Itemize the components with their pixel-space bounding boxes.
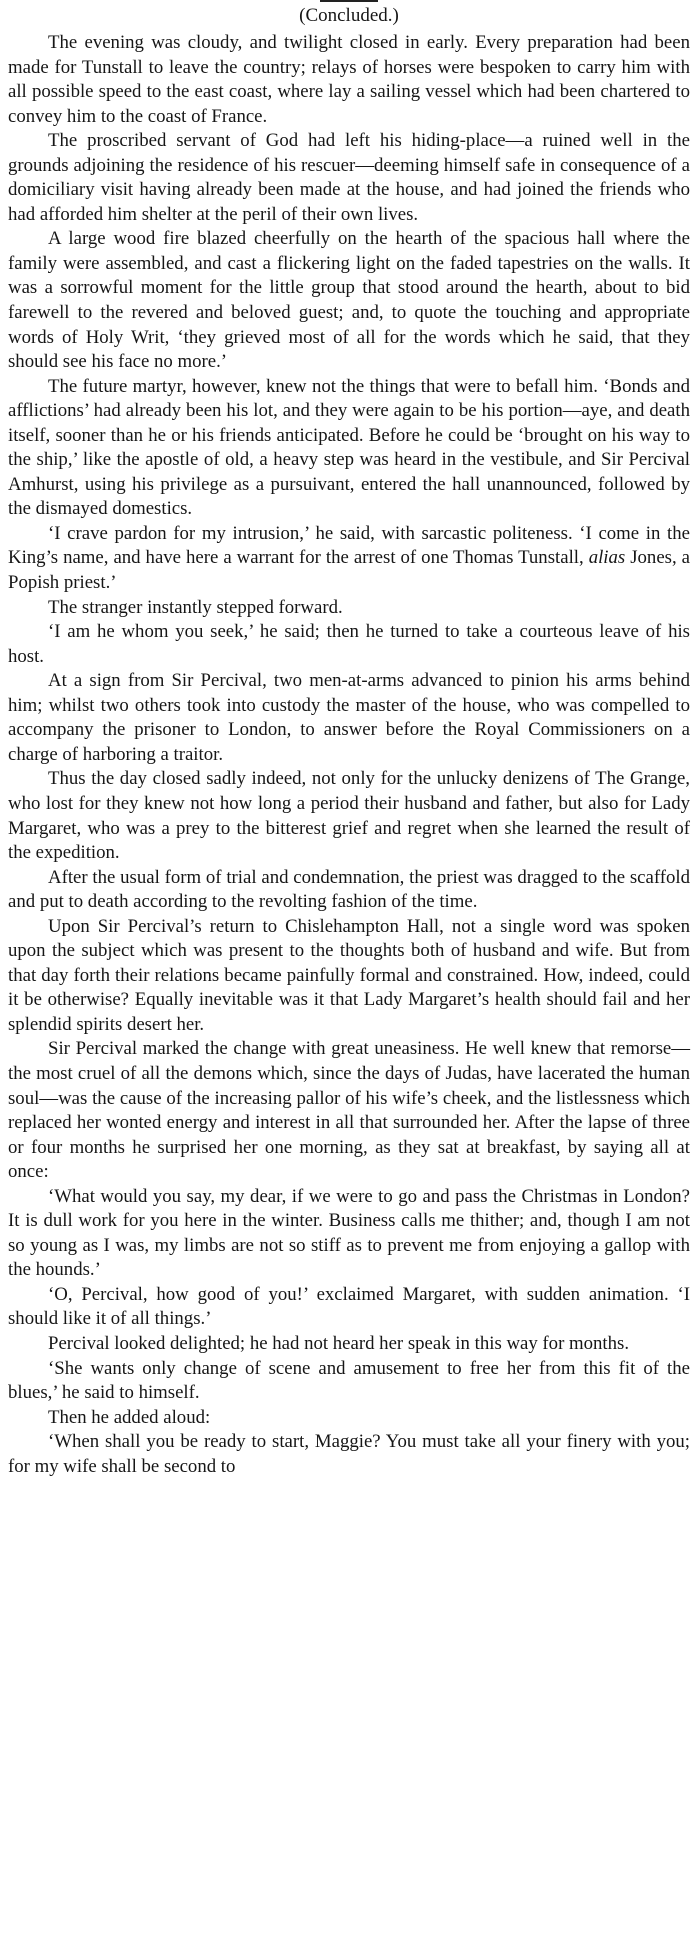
- paragraph: The proscribed servant of God had left his hiding-place—a ruined well in the grounds adjoining the residence of his rescuer—deeming himself safe in consequence of a domiciliary visit having already been made at the house, and had joined the friends who had afforded him shelter at the peril of their own lives.: [8, 130, 690, 225]
- paragraph: At a sign from Sir Percival, two men-at-arms advanced to pinion his arms behind him; whilst two others took into custody the master of the house, who was compelled to accompany the prisoner to London, to answer before the Royal Commissioners on a charge of harboring a traitor.: [8, 670, 690, 765]
- paragraph: ‘What would you say, my dear, if we were to go and pass the Christmas in London? It is dull work for you here in the winter. Business calls me thither; and, though I am not so young as I was, my limbs are not so stiff as to prevent me from enjoying a gallop with the hounds.’: [8, 1185, 690, 1281]
- paragraph: ‘She wants only change of scene and amusement to free her from this fit of the blues,’ he said to himself.: [8, 1357, 690, 1404]
- section-heading: (Concluded.): [299, 5, 399, 26]
- top-rule: [320, 0, 378, 2]
- paragraph: ‘I crave pardon for my intrusion,’ he said, with sarcastic politeness. ‘I come in the King’s name, and have here a warrant for the arrest of one Thomas Tunstall, alias Jones, a Popish priest.’: [8, 522, 690, 594]
- paragraph: Percival looked delighted; he had not heard her speak in this way for months.: [48, 1332, 630, 1354]
- paragraph: Then he added aloud:: [48, 1406, 211, 1428]
- paragraph: ‘I am he whom you seek,’ he said; then he turned to take a courteous leave of his host.: [8, 621, 690, 667]
- paragraph: A large wood fire blazed cheerfully on the hearth of the spacious hall where the family were assembled, and cast a flickering light on the faded tapestries on the walls. It was a sorrowful moment for the little group that stood around the hearth, about to bid farewell to the revered and beloved guest; and, to quote the touching and appropriate words of Holy Writ, ‘they grieved most of all for the words which he said, that they should see his face no more.’: [8, 228, 690, 373]
- paragraph: ‘When shall you be ready to start, Maggie? You must take all your finery with you; for my wife shall be second to: [8, 1431, 690, 1477]
- paragraph: ‘O, Percival, how good of you!’ exclaimed Margaret, with sudden animation. ‘I should like it of all things.’: [8, 1283, 690, 1330]
- paragraph: The evening was cloudy, and twilight closed in early. Every preparation had been made for Tunstall to leave the country; relays of horses were bespoken to carry him with all possible speed to the east coast, where lay a sailing vessel which had been chartered to convey him to the coast of France.: [8, 32, 690, 127]
- paragraph: Thus the day closed sadly indeed, not only for the unlucky denizens of The Grange, who lost for they knew not how long a period their husband and father, but also for Lady Margaret, who was a prey to the bitterest grief and regret when she learned the result of the expedition.: [8, 768, 690, 864]
- paragraph: The future martyr, however, knew not the things that were to befall him. ‘Bonds and afflictions’ had already been his lot, and they were again to be his portion—aye, and death itself, sooner than he or his friends anticipated. Before he could be ‘brought on his way to the ship,’ like the apostle of old, a heavy step was heard in the vestibule, and Sir Percival Amhurst, using his privilege as a pursuivant, entered the hall unannounced, followed by the dismayed domestics.: [8, 375, 690, 520]
- paragraph: Upon Sir Percival’s return to Chislehampton Hall, not a single word was spoken upon the subject which was present to the thoughts both of husband and wife. But from that day forth their relations became painfully formal and constrained. How, indeed, could it be otherwise? Equally inevitable was it that Lady Margaret’s health should fail and her splendid spirits desert her.: [8, 915, 690, 1035]
- paragraph: The stranger instantly stepped forward.: [48, 596, 343, 618]
- document-body: [8, 31, 690, 1479]
- paragraph: Sir Percival marked the change with great uneasiness. He well knew that remorse—the most cruel of all the demons which, since the days of Judas, have lacerated the human soul—was the cause of the increasing pallor of his wife’s cheek, and the listlessness which replaced her wonted energy and interest in all that surrounded her. After the lapse of three or four months he surprised her one morning, as they sat at breakfast, by saying all at once:: [8, 1038, 690, 1183]
- italic-word: alias: [588, 547, 626, 569]
- paragraph: After the usual form of trial and condemnation, the priest was dragged to the scaffold and put to death according to the revolting fashion of the time.: [8, 866, 690, 913]
